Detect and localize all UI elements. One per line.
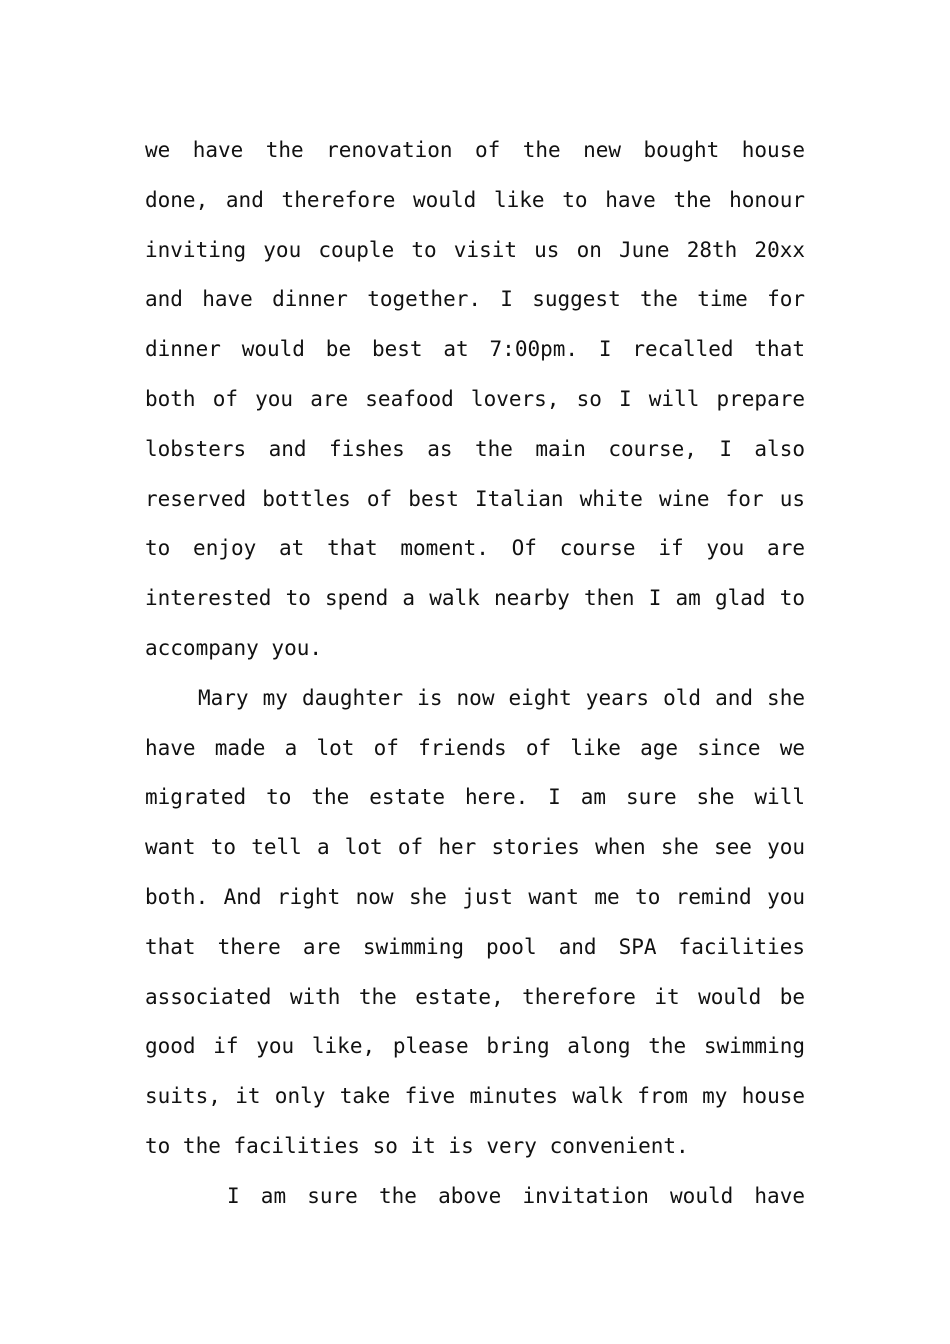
text-line: Mary my daughter is now eight years old and she [198, 685, 805, 710]
text-line: reserved bottles of best Italian white wine for us [145, 486, 805, 511]
text-line: have made a lot of friends of like age since we [145, 735, 805, 760]
text-line: associated with the estate, therefore it would be [145, 984, 805, 1009]
text-line: to enjoy at that moment. Of course if you are [145, 536, 805, 561]
text-line: want to tell a lot of her stories when she see you [145, 835, 805, 860]
text-line: both of you are seafood lovers, so I will prepare [145, 386, 805, 411]
paragraph-renovation [145, 126, 805, 674]
text-line: done, and therefore would like to have the honour [145, 187, 805, 212]
paragraph-daughter [145, 674, 805, 1172]
text-line: I am sure the above invitation would have [227, 1183, 805, 1208]
text-line: migrated to the estate here. I am sure she will [145, 785, 805, 810]
text-line: inviting you couple to visit us on June 28th 20xx [145, 237, 805, 262]
text-line: interested to spend a walk nearby then I am glad to [145, 586, 805, 611]
text-line: accompany you. [145, 635, 323, 660]
letter-body [145, 126, 805, 1222]
text-line: dinner would be best at 7:00pm. I recalled that [145, 337, 805, 362]
text-line: and have dinner together. I suggest the time for [145, 287, 805, 312]
text-line: both. And right now she just want me to remind you [145, 884, 805, 909]
text-line: suits, it only take five minutes walk from my house [145, 1084, 805, 1109]
text-line: we have the renovation of the new bought house [145, 138, 805, 162]
paragraph-closing [145, 1172, 805, 1222]
text-line: that there are swimming pool and SPA facilities [145, 934, 805, 959]
text-line: lobsters and fishes as the main course, I also [145, 436, 805, 461]
text-line: good if you like, please bring along the swimming [145, 1034, 805, 1059]
text-line: to the facilities so it is very convenient. [145, 1133, 689, 1158]
